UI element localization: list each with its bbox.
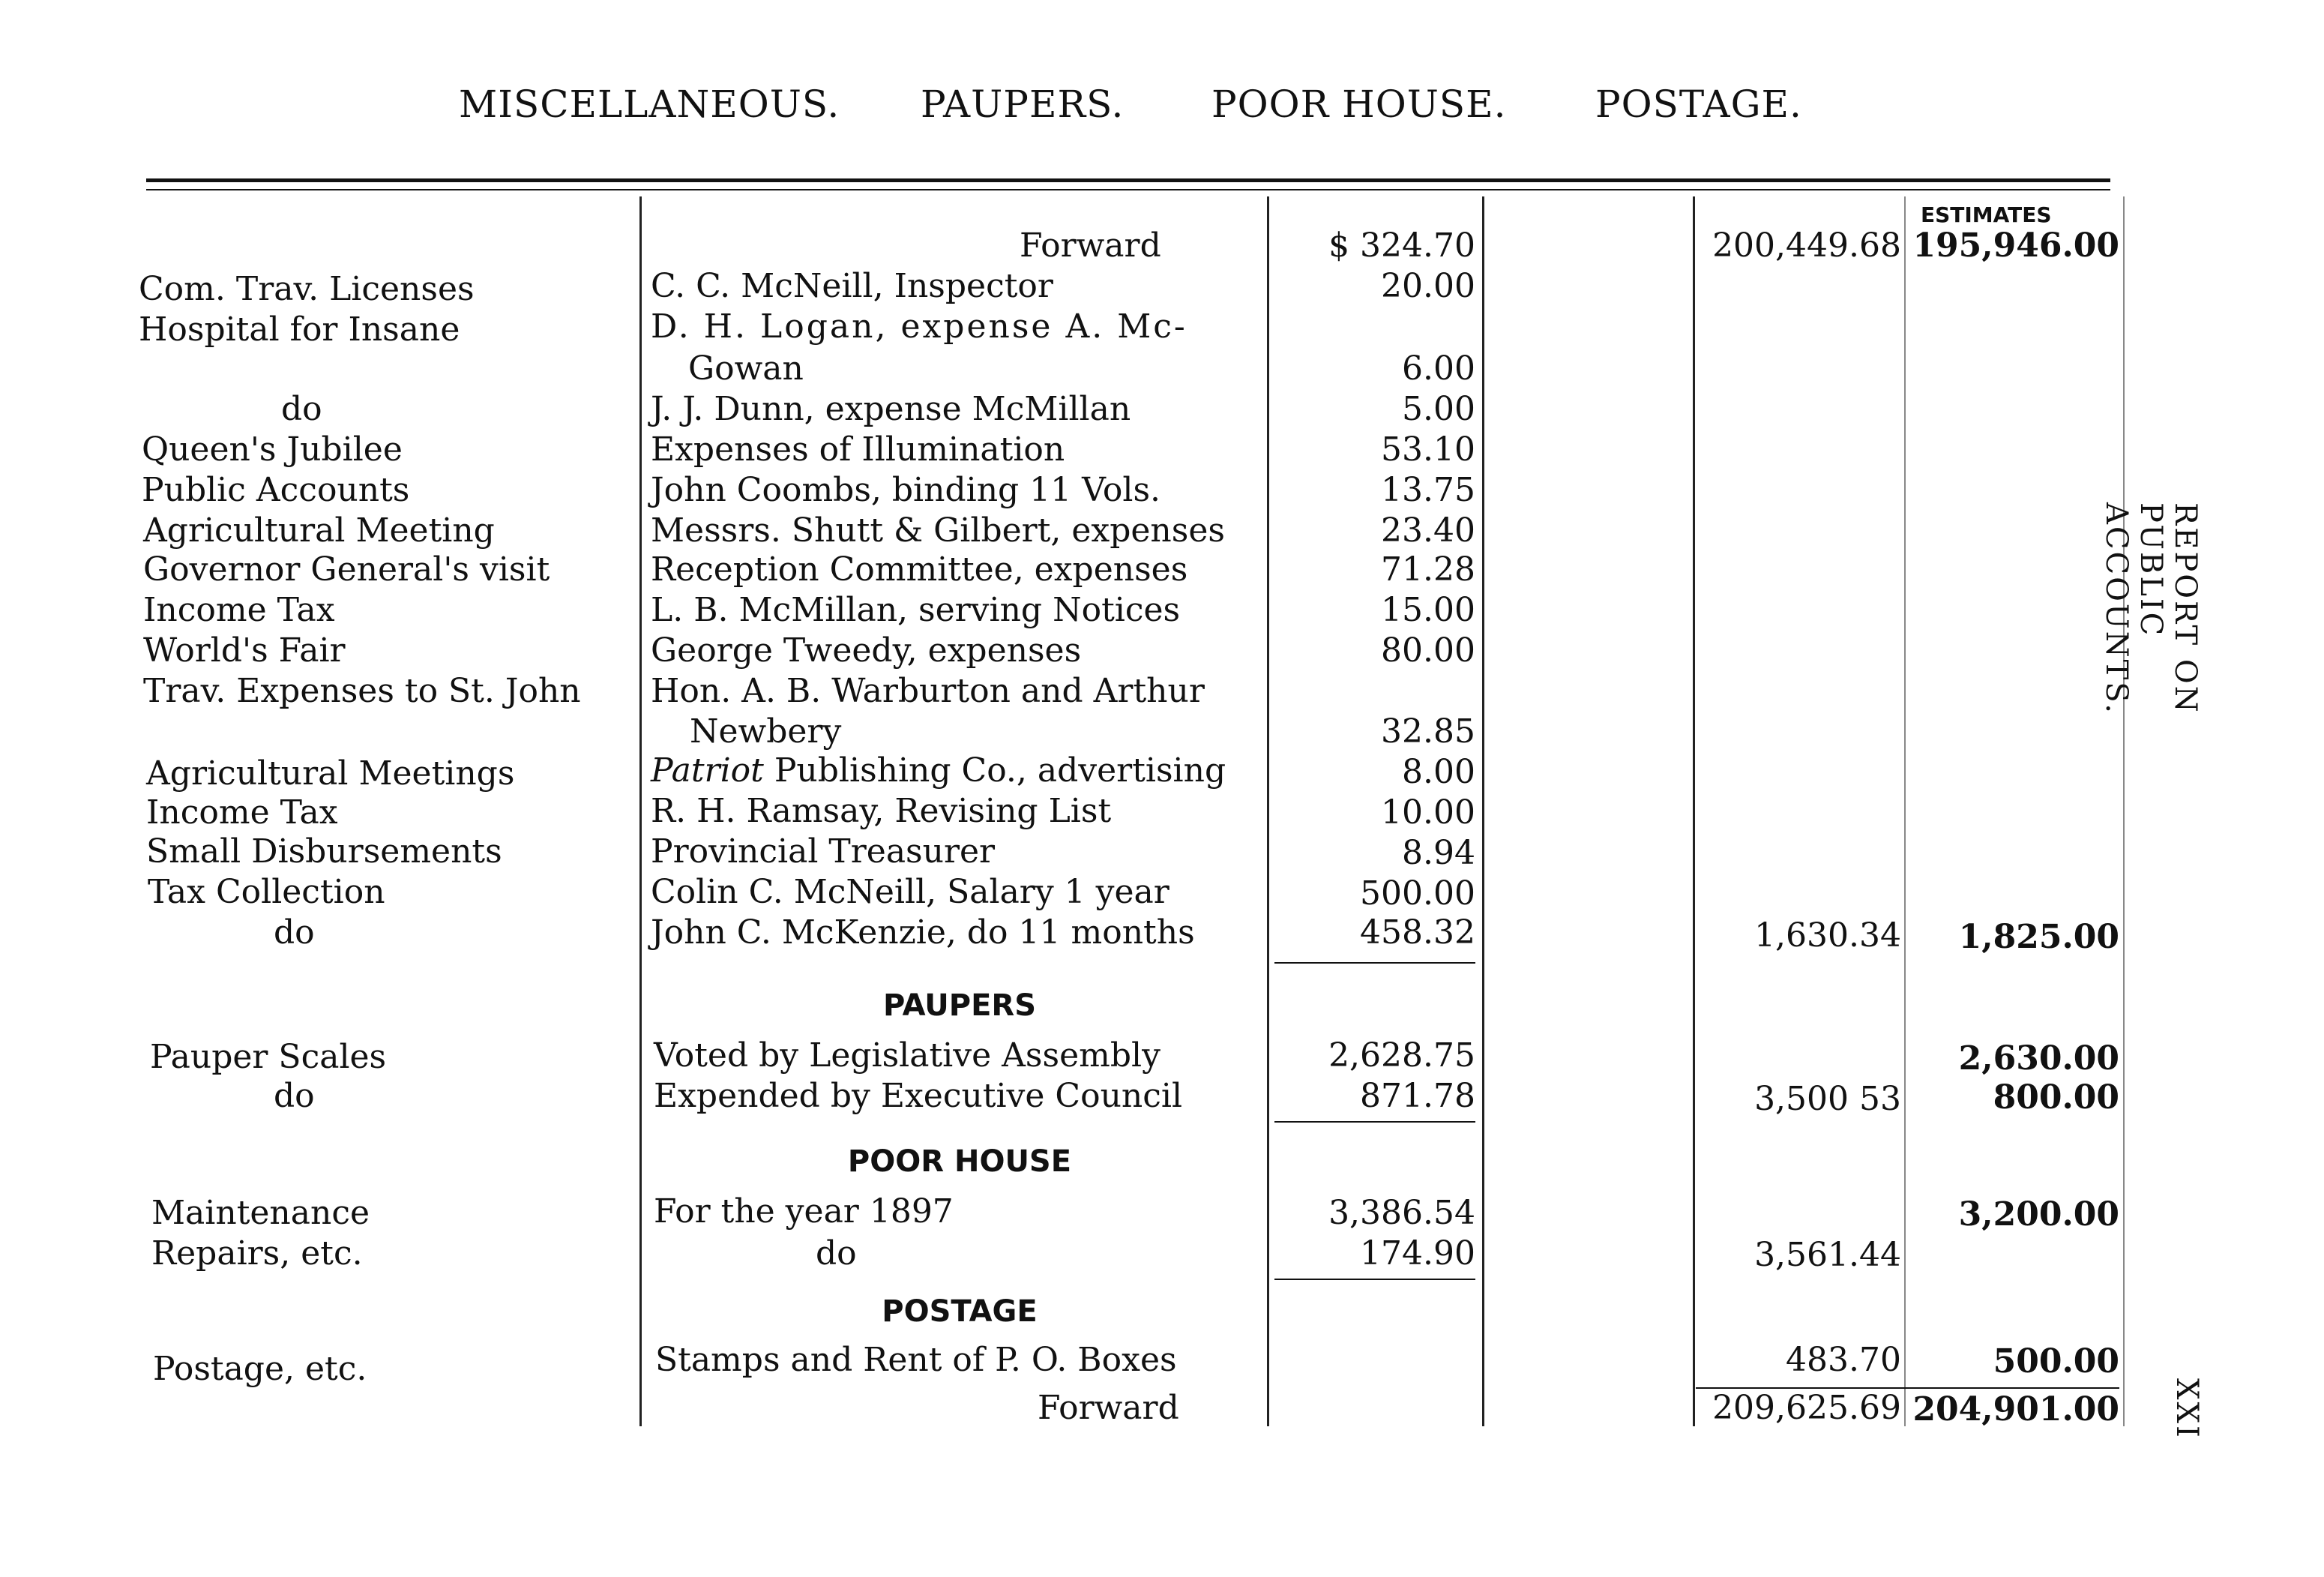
row-payee-italic: Patriot [651, 751, 764, 790]
column-divider-spacer [1693, 196, 1695, 1426]
row-estimate: 3,200.00 [1958, 1195, 2119, 1234]
row-payee: For the year 1897 [654, 1192, 954, 1231]
row-payee: Colin C. McNeill, Salary 1 year [651, 873, 1169, 911]
row-amount: 500.00 [1360, 874, 1475, 913]
row-item: Hospital for Insane [139, 310, 460, 349]
row-item: Maintenance [151, 1194, 370, 1232]
forward-top-total: 200,449.68 [1712, 226, 1901, 265]
top-rule-thin [146, 189, 2110, 190]
row-item: Tax Collection [148, 873, 385, 911]
row-total: 1,630.34 [1754, 916, 1901, 955]
row-payee: Expenses of Illumination [651, 430, 1065, 469]
row-item: Small Disbursements [146, 832, 502, 871]
row-amount: 23.40 [1381, 511, 1475, 550]
row-estimate: 500.00 [1993, 1342, 2119, 1381]
row-payee: Expended by Executive Council [654, 1077, 1183, 1115]
header-title-postage: POSTAGE. [1595, 82, 1802, 126]
row-payee: Newbery [690, 712, 842, 751]
row-amount: 53.10 [1381, 430, 1475, 469]
row-item: Public Accounts [142, 471, 410, 509]
row-amount: 71.28 [1381, 550, 1475, 589]
forward-bottom-label: Forward [1038, 1389, 1179, 1427]
row-payee: Voted by Legislative Assembly [654, 1036, 1161, 1075]
row-amount: 10.00 [1381, 793, 1475, 832]
row-payee: L. B. McMillan, serving Notices [651, 591, 1181, 629]
header-title-paupers: PAUPERS. [921, 82, 1125, 126]
row-amount: 174.90 [1360, 1234, 1475, 1273]
row-total: 483.70 [1786, 1341, 1901, 1379]
row-payee: do [816, 1234, 857, 1273]
row-item: Repairs, etc. [151, 1234, 363, 1273]
row-amount: 5.00 [1402, 390, 1475, 428]
row-payee: John Coombs, binding 11 Vols. [651, 471, 1161, 509]
subtotal-rule [1274, 1121, 1475, 1123]
row-estimate: 2,630.00 [1958, 1039, 2119, 1078]
row-item: Agricultural Meeting [143, 511, 495, 550]
row-payee: Messrs. Shutt & Gilbert, expenses [651, 511, 1225, 550]
header-title-miscellaneous: MISCELLANEOUS. [459, 82, 840, 126]
column-divider-total [1904, 196, 1906, 1426]
row-item: do [281, 390, 322, 428]
column-divider-item [639, 196, 642, 1426]
row-amount: 32.85 [1381, 712, 1475, 751]
header-title-poor-house: POOR HOUSE. [1211, 82, 1507, 126]
row-payee [651, 751, 1226, 790]
row-amount: 13.75 [1381, 471, 1475, 509]
row-payee: C. C. McNeill, Inspector [651, 267, 1053, 305]
subtotal-rule [1274, 962, 1475, 964]
row-amount: 20.00 [1381, 267, 1475, 305]
row-item: Postage, etc. [153, 1350, 367, 1388]
row-amount: 458.32 [1360, 913, 1475, 952]
row-estimate: 800.00 [1993, 1078, 2119, 1117]
row-amount: 15.00 [1381, 591, 1475, 629]
row-amount: 80.00 [1381, 631, 1475, 670]
row-payee: Provincial Treasurer [651, 832, 996, 871]
column-divider-payee [1267, 196, 1269, 1426]
row-amount: 6.00 [1402, 349, 1475, 388]
column-divider-amount [1482, 196, 1484, 1426]
forward-bottom-total: 209,625.69 [1712, 1389, 1901, 1427]
row-item: Pauper Scales [150, 1038, 387, 1076]
forward-top-label: Forward [1020, 226, 1161, 265]
forward-top-estimate: 195,946.00 [1912, 226, 2119, 265]
row-payee: Hon. A. B. Warburton and Arthur [651, 672, 1205, 710]
side-page-number: XXI [2170, 1378, 2204, 1440]
row-total: 3,500 53 [1754, 1080, 1901, 1118]
row-item: Trav. Expenses to St. John [143, 672, 581, 710]
row-total: 3,561.44 [1754, 1236, 1901, 1274]
row-amount: 2,628.75 [1328, 1036, 1475, 1075]
row-payee: Gowan [688, 349, 804, 388]
side-report-title: REPORT ON PUBLIC ACCOUNTS. [2099, 502, 2203, 715]
forward-bottom-estimate: 204,901.00 [1912, 1390, 2119, 1429]
row-payee: Stamps and Rent of P. O. Boxes [655, 1341, 1177, 1379]
row-payee: Reception Committee, expenses [651, 550, 1188, 589]
row-payee-rest: Publishing Co., advertising [763, 751, 1226, 790]
row-payee: D. H. Logan, expense A. Mc- [651, 307, 1187, 346]
row-payee: George Tweedy, expenses [651, 631, 1082, 670]
row-amount: 3,386.54 [1328, 1194, 1475, 1232]
forward-top-amount: $ 324.70 [1328, 226, 1475, 265]
row-amount: 8.94 [1402, 834, 1475, 872]
row-item: World's Fair [143, 631, 346, 670]
row-item: do [274, 913, 315, 952]
row-item: Governor General's visit [143, 550, 550, 589]
column-divider-estimate [2123, 196, 2125, 1426]
estimates-label: ESTIMATES [1921, 202, 2052, 227]
top-rule [146, 178, 2110, 182]
section-heading-paupers: PAUPERS [882, 988, 1037, 1023]
row-payee: J. J. Dunn, expense McMillan [651, 390, 1131, 428]
row-item: Agricultural Meetings [146, 754, 515, 793]
row-item: Com. Trav. Licenses [139, 270, 475, 308]
section-heading-poor-house: POOR HOUSE [847, 1144, 1072, 1179]
row-amount: 8.00 [1402, 753, 1475, 791]
row-payee: John C. McKenzie, do 11 months [651, 913, 1195, 952]
row-amount: 871.78 [1360, 1077, 1475, 1115]
row-item: Income Tax [146, 793, 338, 832]
subtotal-rule [1274, 1279, 1475, 1280]
row-payee: R. H. Ramsay, Revising List [651, 792, 1112, 830]
section-heading-postage: POSTAGE [882, 1294, 1038, 1329]
row-item: do [274, 1077, 315, 1115]
row-item: Queen's Jubilee [142, 430, 403, 469]
row-item: Income Tax [143, 591, 335, 629]
row-estimate: 1,825.00 [1958, 918, 2119, 956]
